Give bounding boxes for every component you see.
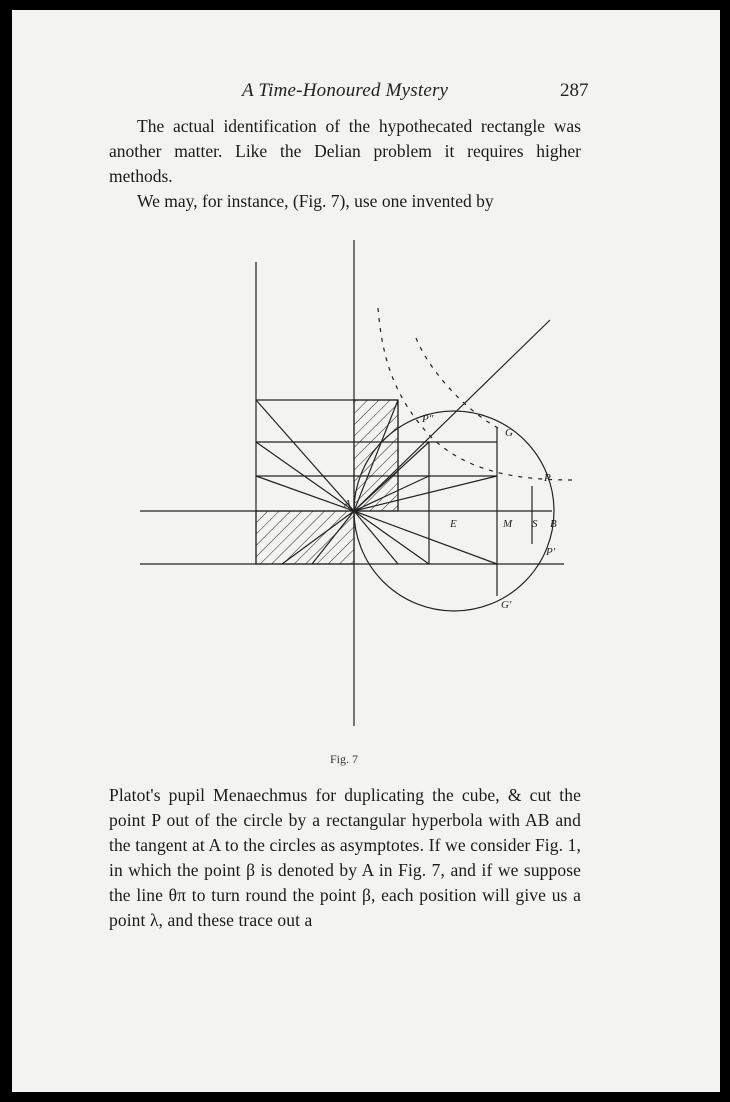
running-title: A Time-Honoured Mystery: [242, 80, 449, 101]
page-header: [12, 80, 720, 106]
label-E: E: [450, 518, 457, 530]
label-P-double-prime: P": [422, 413, 434, 425]
page-number: 287: [560, 80, 589, 101]
book-page: [12, 10, 720, 1092]
radial-line: [256, 400, 354, 511]
hatched-square-left: [256, 511, 354, 564]
figure-caption: Fig. 7: [330, 752, 359, 766]
label-P: P: [544, 472, 551, 484]
label-M: M: [503, 518, 513, 530]
bottom-text-block: [109, 783, 581, 933]
label-G-prime: G': [501, 599, 512, 611]
label-B: B: [550, 518, 557, 530]
label-P-prime: P': [546, 546, 556, 558]
top-text-block: [109, 114, 581, 214]
paragraph-identification: The actual identification of the hypothecated rectangle was another matter. Like the Delian problem it requires higher methods.: [109, 116, 581, 186]
geometric-figure: [132, 228, 602, 748]
hyperbola-branch: [378, 308, 572, 480]
paragraph-instance: We may, for instance, (Fig. 7), use one invented by: [137, 191, 494, 211]
paragraph-menaechmus: Platot's pupil Menaechmus for duplicating the cube, & cut the point P out of the circle by a rectangular hyperbola with AB and the tangent at A to the circles as asymptotes. If we consider Fig. 1, in which the point β is denoted by A in Fig. 7, and if we suppose the line θπ to turn round the point β, each position will give us a point λ, and these trace out a: [109, 785, 581, 930]
label-S: S: [532, 518, 538, 530]
label-A: A: [344, 498, 351, 510]
label-G: G: [505, 427, 513, 439]
